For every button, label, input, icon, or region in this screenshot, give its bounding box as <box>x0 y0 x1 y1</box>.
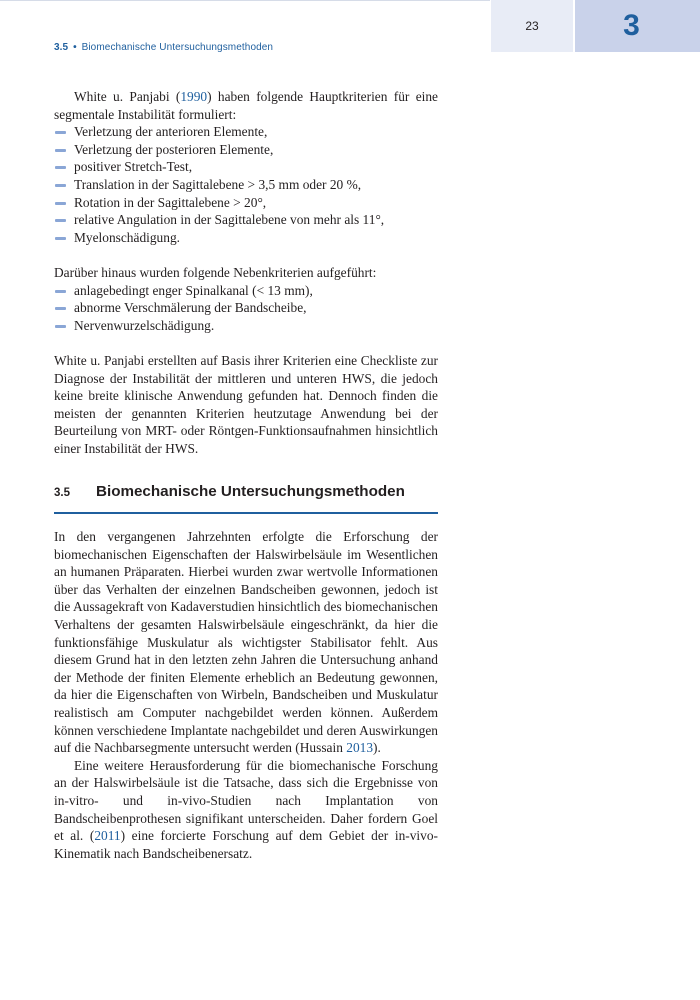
paragraph-text: In den vergangenen Jahrzehnten erfolgte die Erforschung der biomechanischen Eigenschaften der Halswirbelsäule im Wesentlichen an humanen Präparaten. Hierbei wurden zwar wertvolle Informationen über das Verhalten der einzelnen Bandscheiben gewonnen, jedoch ist die Aussagekraft von Kadaverstudien hinsichtlich des biomechanischen Verhaltens der gesamten Halswirbelsäule eingeschränkt, da hier die funktionsfähige Muskulatur als wichtigster Stabilisator fehlt. Aus diesem Grund hat in den letzten zehn Jahren die Untersuchung anhand der Methode der finiten Elemente erheblich an Bedeutung gewonnen, da hier die Eigenschaften von Wirbeln, Bandscheiben und Muskulatur realistisch am Computer nachgebildet werden können. Außerdem können verschiedene Implantate nachgebildet und deren Auswirkungen auf die Nachbarsegmente untersucht werden (Hussain <box>54 529 438 756</box>
list-item <box>54 194 438 212</box>
list-item-text: Rotation in der Sagittalebene > 20°, <box>74 194 267 210</box>
secondary-criteria-list <box>54 282 438 335</box>
bullet-dash-icon <box>55 202 66 205</box>
list-item-text: Translation in der Sagittalebene > 3,5 mm oder 20 %, <box>74 176 362 192</box>
intro-text-cont: ) haben folgende Hauptkriterien für eine segmentale Instabilität formuliert: <box>54 89 438 122</box>
header-rule <box>0 0 490 1</box>
intro-text: White u. Panjabi ( <box>74 89 181 104</box>
paragraph-text: Eine weitere Herausforderung für die biomechanische Forschung an der Halswirbelsäule ist die Tatsache, dass sich die Ergebnisse von in-vitro- und in-vivo-Studien nach Implantation von Bandscheibenprothesen signifikant unterscheiden. Daher fordern Goel et al. ( <box>54 757 438 844</box>
main-criteria-list <box>54 123 438 246</box>
section-number: 3.5 <box>54 487 70 500</box>
list-item <box>54 176 438 194</box>
spacer <box>54 246 438 264</box>
section-paragraph-1 <box>54 528 438 757</box>
checklist-paragraph: White u. Panjabi erstellten auf Basis ihrer Kriterien eine Checkliste zur Diagnose der Instabilität der mittleren und unteren HWS, die jedoch keine breite klinische Anwendung gefunden hat. Dennoch finden die meisten der genannten Kriterien heutzutage Anwendung bei der Beurteilung von MRT- oder Röntgen-Funktionsaufnahmen hinsichtlich einer Instabilität der HWS. <box>54 352 438 456</box>
bullet-dash-icon <box>55 149 66 152</box>
bullet-dash-icon <box>55 219 66 222</box>
list-item-text: Myelonschädigung. <box>74 229 180 245</box>
running-head-section-number: 3.5 <box>54 42 69 53</box>
bullet-dash-icon <box>55 290 66 293</box>
bullet-dash-icon <box>55 307 66 310</box>
section-heading <box>54 483 438 514</box>
list-item <box>54 299 438 317</box>
list-item <box>54 229 438 247</box>
list-item-text: Verletzung der posterioren Elemente, <box>74 141 274 157</box>
paragraph-text-cont: ). <box>373 740 381 756</box>
bullet-dash-icon <box>55 325 66 328</box>
list-item-text: Verletzung der anterioren Elemente, <box>74 124 268 140</box>
citation-link[interactable]: 1990 <box>180 89 208 104</box>
list-item <box>54 317 438 335</box>
section-paragraph-2 <box>54 757 438 863</box>
list-item-text: relative Angulation in der Sagittalebene von mehr als 11°, <box>74 212 385 228</box>
citation-link[interactable]: 2011 <box>94 828 121 844</box>
page-number: 23 <box>525 19 539 33</box>
running-head-separator: • <box>73 42 77 53</box>
list-item <box>54 123 438 141</box>
running-head-title: Biomechanische Untersuchungsmethoden <box>81 42 274 53</box>
bullet-dash-icon <box>55 184 66 187</box>
list-item <box>54 158 438 176</box>
bullet-dash-icon <box>55 131 66 134</box>
list-item-text: anlagebedingt enger Spinalkanal (< 13 mm), <box>74 282 313 298</box>
list-item-text: positiver Stretch-Test, <box>74 159 193 175</box>
list-item-text: abnorme Verschmälerung der Bandscheibe, <box>74 300 307 316</box>
running-head <box>54 42 273 53</box>
section-title: Biomechanische Untersuchungsmethoden <box>96 483 405 501</box>
secondary-intro: Darüber hinaus wurden folgende Nebenkriterien aufgeführt: <box>54 264 377 280</box>
spacer <box>54 334 438 352</box>
list-item <box>54 282 438 300</box>
intro-paragraph <box>54 88 438 123</box>
list-item-text: Nervenwurzelschädigung. <box>74 317 215 333</box>
list-item <box>54 141 438 159</box>
chapter-tab <box>575 0 700 52</box>
chapter-number: 3 <box>623 9 640 42</box>
page-content <box>54 88 438 862</box>
citation-link[interactable]: 2013 <box>346 740 374 756</box>
bullet-dash-icon <box>55 237 66 240</box>
paragraph-text-cont: ) eine forcierte Forschung auf dem Gebiet der in-vivo-Kinematik nach Bandscheibenersatz. <box>54 828 438 861</box>
list-item <box>54 211 438 229</box>
bullet-dash-icon <box>55 166 66 169</box>
page-number-box <box>491 0 573 52</box>
